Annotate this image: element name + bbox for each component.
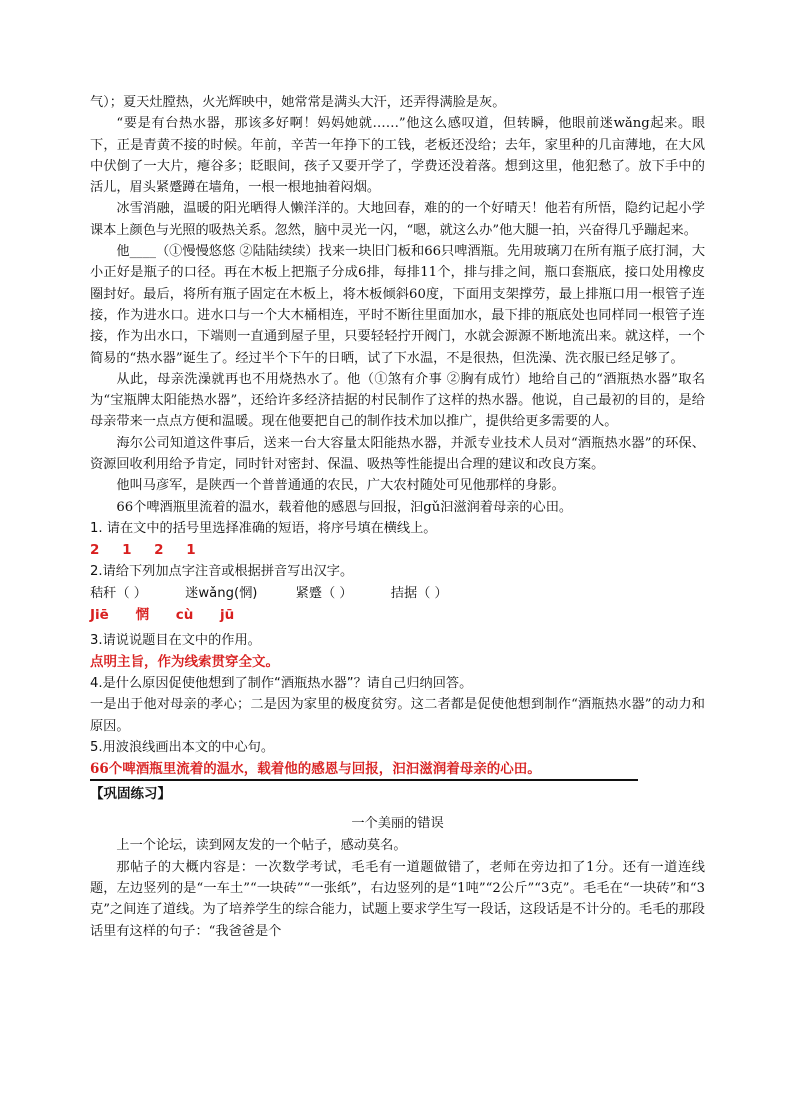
passage-paragraph: 海尔公司知道这件事后，送来一台大容量太阳能热水器，并派专业技术人员对“酒瓶热水器”的环保、资源回收利用给予肯定，同时针对密封、保温、吸热等性能提出合理的建议和改良方案。	[90, 435, 705, 473]
answer-1: 2 1 2 1	[90, 542, 205, 559]
answer-3: 点明主旨，作为线索贯穿全文。	[90, 654, 279, 671]
passage-paragraph: 气）；夏天灶膛热，火光辉映中，她常常是满头大汗，还弄得满脸是灰。	[90, 95, 506, 110]
q2-item: 紧蹙（ ）	[295, 585, 353, 601]
answer-4: 一是出于他对母亲的孝心；二是因为家里的极度贫穷。这二者都是促使他想到制作“酒瓶热水器”的动力和原因。	[90, 697, 705, 734]
question-2-items	[90, 583, 705, 604]
question-3: 3.请说说题目在文中的作用。	[90, 632, 261, 648]
section-title: 【巩固练习】	[90, 786, 171, 803]
answer-5: 66个啤酒瓶里流着的温水，载着他的感恩与回报，汩汩滋润着母亲的心田。	[90, 761, 541, 778]
question-1: 1. 请在文中的括号里选择准确的短语，将序号填在横线上。	[90, 520, 437, 536]
a2-item: 惘	[135, 606, 150, 623]
question-2: 2.请给下列加点字注音或根据拼音写出汉字。	[90, 564, 354, 580]
a2-item: cù	[175, 606, 194, 623]
document-page	[90, 92, 705, 942]
practice-paragraph: 那帖子的大概内容是：一次数学考试，毛毛有一道题做错了，老师在旁边扣了1分。还有一道连线题，左边竖列的是“一车土”“一块砖”“一张纸”，右边竖列的是“1吨”“2公斤”“3克”。毛毛在“一块砖”和“3克”之间连了道线。为了培养学生的综合能力，试题上要求学生写一段话，这段话是不计分的。毛毛的那段话里有这样的句子：“我爸爸是个	[90, 859, 705, 939]
passage-paragraph: 他叫马彦军，是陕西一个普普通通的农民，广大农村随处可见他那样的身影。	[116, 478, 565, 494]
q2-item: 迷wǎng(惘)	[185, 585, 258, 601]
question-5: 5.用波浪线画出本文的中心句。	[90, 740, 275, 756]
practice-paragraph: 上一个论坛，读到网友发的一个帖子，感动莫名。	[116, 838, 407, 854]
a2-item: Jiē	[90, 606, 109, 623]
passage-paragraph: 66个啤酒瓶里流着的温水，载着他的感恩与回报，汩gǔ汩滋润着母亲的心田。	[116, 499, 573, 515]
practice-title: 一个美丽的错误	[351, 816, 444, 832]
passage-paragraph: 冰雪消融，温暖的阳光晒得人懒洋洋的。大地回春，难的的一个好晴天！他若有所悟，隐约记起小学课本上颜色与光照的吸热关系。忽然，脑中灵光一闪，“嗯，就这么办”他大腿一拍，兴奋得几乎蹦起来。	[90, 201, 705, 238]
passage-paragraph: “要是有台热水器，那该多好啊！妈妈她就……”他这么感叹道，但转瞬，他眼前迷wǎng起来。眼下，正是青黄不接的时候。年前，辛苦一年挣下的工钱，老板还没给；去年，家里种的几亩薄地，在大风中伏倒了一大片，瘪谷多；眨眼间，孩子又要开学了，学费还没着落。想到这里，他犯愁了。放下手中的活儿，眉头紧蹙蹲在墙角，一根一根地抽着闷烟。	[90, 116, 705, 196]
passage-paragraph: 他____（①慢慢悠悠 ②陆陆续续）找来一块旧门板和66只啤酒瓶。先用玻璃刀在所有瓶子底打洞，大小正好是瓶子的口径。再在木板上把瓶子分成6排，每排11个，排与排之间，瓶口套瓶底，接口处用橡皮圈封好。最后，将所有瓶子固定在木板上，将木板倾斜60度，下面用支架撑劳，最上排瓶口用一根管子连接，作为进水口。进水口与一个大木桶相连，平时不断往里面加水，最下排的瓶底处也同样同一根管子连接，作为出水口，下端则一直通到屋子里，只要轻轻拧开阀门，水就会源源不断地流出来。就这样，一个简易的“热水器”诞生了。经过半个下午的日晒，试了下水温，不是很热，但洗澡、洗衣服已经足够了。	[90, 244, 705, 366]
a2-item: jū	[220, 606, 235, 623]
q2-item: 秸秆（ ）	[90, 585, 147, 601]
answer-2	[90, 604, 705, 626]
q2-item: 拮据（ ）	[390, 585, 448, 601]
passage-paragraph: 从此，母亲洗澡就再也不用烧热水了。他（①煞有介事 ②胸有成竹）地给自己的“酒瓶热水器”取名为“宝瓶牌太阳能热水器”，还给许多经济拮据的村民制作了这样的热水器。他说，自己最初的目的，是给母亲带来一点点方便和温暖。现在他要把自己的制作技术加以推广，提供给更多需要的人。	[90, 371, 705, 430]
question-4: 4.是什么原因促使他想到了制作“酒瓶热水器”？请自己归纳回答。	[90, 676, 473, 692]
